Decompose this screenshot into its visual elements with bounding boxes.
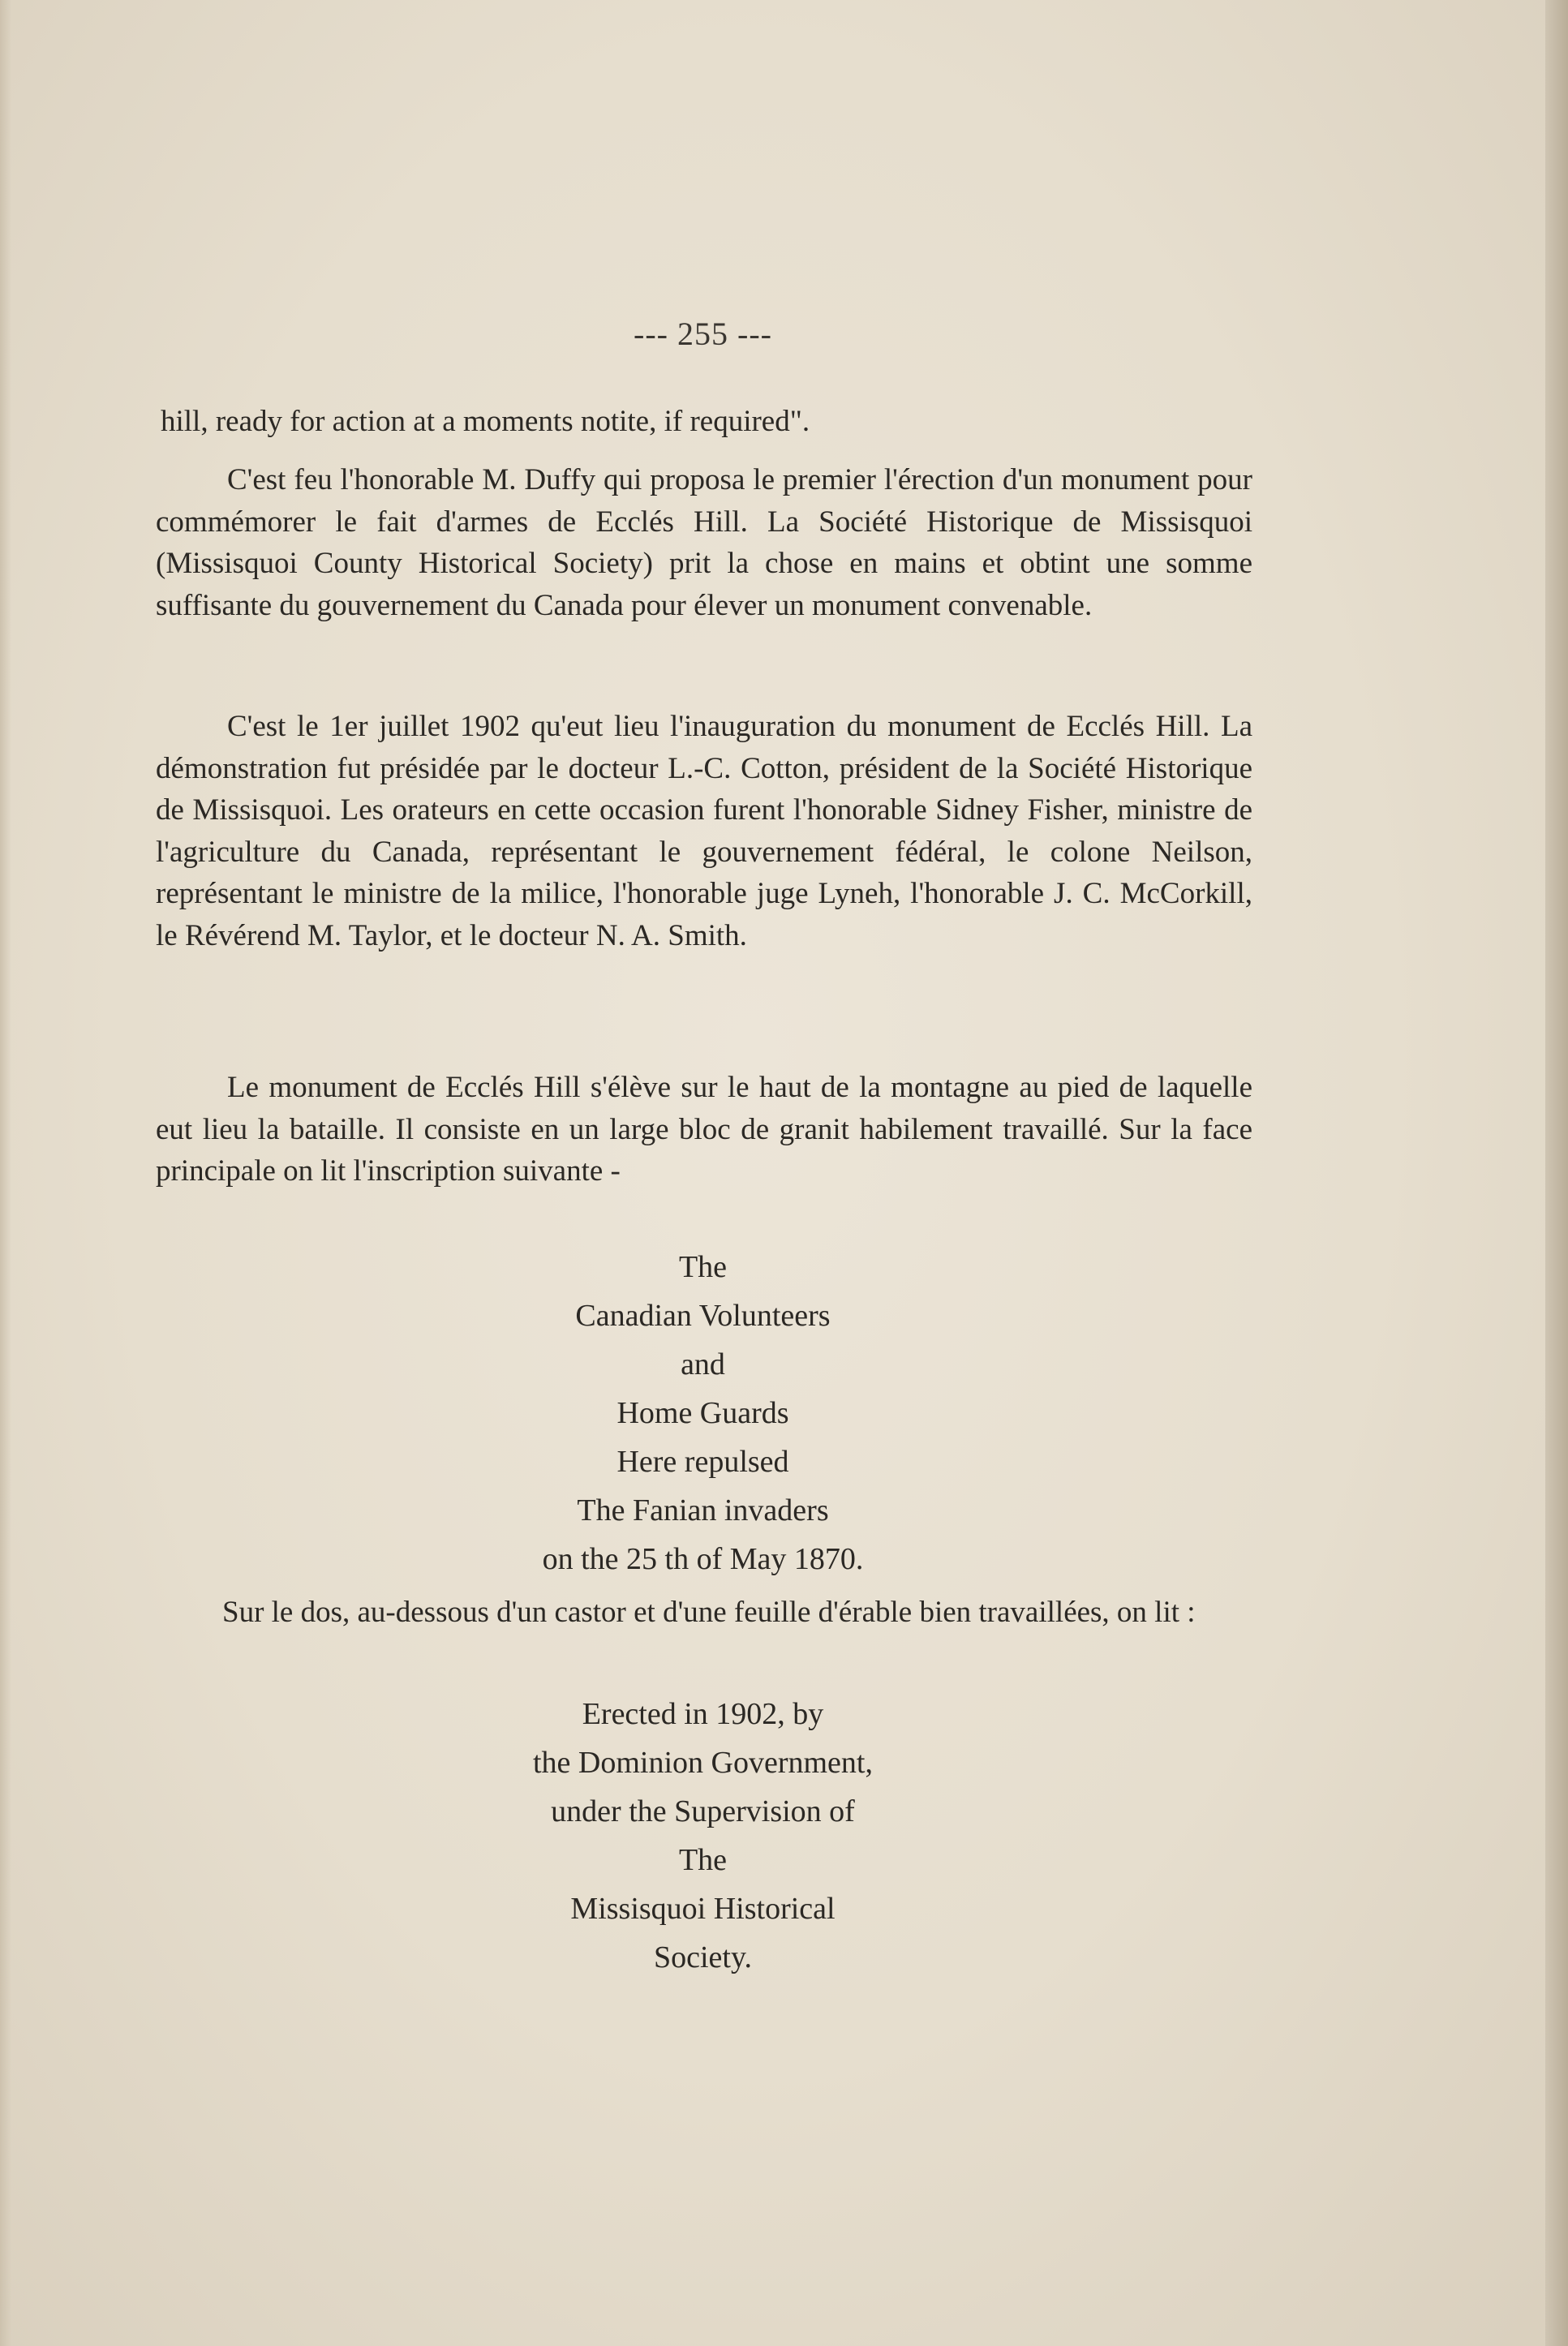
inscription-front-line: Canadian Volunteers bbox=[575, 1299, 831, 1333]
inscription-front-line: on the 25 th of May 1870. bbox=[542, 1542, 864, 1576]
inscription-back-line: The bbox=[678, 1843, 728, 1877]
paragraph-inauguration: C'est le 1er juillet 1902 qu'eut lieu l'inauguration du monument de Ecclés Hill. La démonstration fut présidée par le docteur L.-C. Cotton, président de la Société Historique de Missisquoi. Les orateurs en cette occasion furent l'honorable Sidney Fisher, ministre de l'agriculture du Canada, représentant le gouvernement fédéral, le colone Neilson, représentant le ministre de la milice, l'honorable juge Lyneh, l'honorable J. C. McCorkill, le Révérend M. Taylor, et le docteur N. A. Smith. bbox=[156, 710, 1252, 952]
paragraph-monument-proposal: C'est feu l'honorable M. Duffy qui proposa le premier l'érection d'un monument pour commémorer le fait d'armes de Ecclés Hill. La Société Historique de Missisquoi (Missisquoi County Historical Society) prit la chose en mains et obtint une somme suffisante du gouvernement du Canada pour élever un monument convenable. bbox=[156, 463, 1252, 622]
inscription-front-line: Home Guards bbox=[616, 1396, 789, 1430]
inscription-front-line: Here repulsed bbox=[616, 1445, 789, 1479]
inscription-front-line: The Fanian invaders bbox=[577, 1493, 829, 1527]
paragraph-back-inscription-intro: Sur le dos, au-dessous d'un castor et d'une feuille d'érable bien travaillées, on lit : bbox=[222, 1596, 1196, 1629]
inscription-back-line: Society. bbox=[653, 1940, 752, 1974]
page-number: --- 255 --- bbox=[634, 316, 772, 352]
inscription-front-line: The bbox=[678, 1250, 728, 1284]
inscription-back-line: under the Supervision of bbox=[551, 1794, 855, 1828]
inscription-back-line: Missisquoi Historical bbox=[570, 1892, 836, 1926]
continued-line: hill, ready for action at a moments notite, if required". bbox=[161, 405, 810, 438]
inscription-back-line: the Dominion Government, bbox=[533, 1746, 873, 1780]
paragraph-monument-description: Le monument de Ecclés Hill s'élève sur le haut de la montagne au pied de laquelle eut lieu la bataille. Il consiste en un large bloc de granit habilement travaillé. Sur la face principale on lit l'inscription suivante - bbox=[156, 1071, 1252, 1188]
inscription-front bbox=[0, 1243, 1406, 1583]
inscription-front-line: and bbox=[681, 1347, 725, 1381]
inscription-back-line: Erected in 1902, by bbox=[582, 1697, 824, 1731]
inscription-back bbox=[0, 1690, 1406, 1982]
page-gutter-shadow bbox=[1545, 0, 1568, 2346]
